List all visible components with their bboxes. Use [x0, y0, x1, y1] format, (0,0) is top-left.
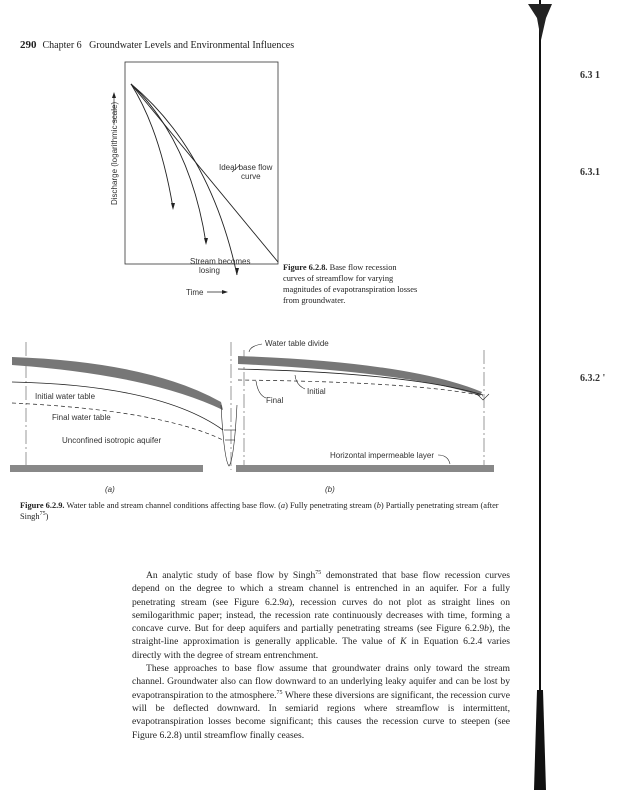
caption-text: ) Fully penetrating stream ( [285, 501, 377, 510]
final-water-table [12, 403, 223, 440]
text: ), recession curves do not plot as straight lines on semilogarithmic paper; instead, the recession rate continuously decreases with time, forming a concave curve. But for deep aquifers and partially penetrating streams (see Figure 6.2.9 [132, 596, 510, 635]
label-initial: Initial [307, 387, 326, 396]
caption-italic: b [376, 501, 381, 510]
text: b [484, 623, 489, 635]
label-final: Final [266, 396, 284, 405]
page-number: 290 [20, 39, 37, 51]
figure-6-2-9-caption [20, 500, 510, 522]
label-aquifer: Unconfined isotropic aquifer [62, 436, 162, 445]
text: An analytic study of base flow by Singh [146, 570, 316, 581]
paragraph [132, 662, 510, 742]
label-stream-losing: Stream becomes [190, 257, 251, 266]
ground-surface [238, 356, 482, 396]
panel-label-b: (b) [325, 485, 335, 494]
text: demonstrated that base flow recession curves depend on the degree to which a stream channel is entrenched in an aquifer. For a fully penetrating stream (see Figure 6.2.9 [132, 570, 510, 608]
x-axis-label: Time [186, 288, 204, 297]
impermeable-layer [236, 465, 494, 472]
label-stream-losing-2: losing [199, 266, 220, 275]
running-title: Chapter 6 Groundwater Levels and Environmental Influences [42, 40, 295, 51]
caption-number: Figure 6.2.8. [283, 263, 328, 272]
recession-curve [131, 84, 206, 243]
label-ideal-base-flow: Ideal base flow [219, 163, 273, 172]
text: Where these diversions are significant, the recession curve will be deflected downward. In semiarid regions where streamflow is intermittent, evapotranspiration losses become significant; this causes the recession curve to steepen (see Figure 6.2.8) until streamflow finally ceases. [132, 689, 510, 741]
paragraph [132, 569, 510, 662]
margin-section-number: 6.3.1 [580, 167, 600, 178]
stream-channel [221, 405, 237, 466]
footnote-ref: 75 [315, 569, 322, 576]
recession-curve [131, 84, 173, 208]
impermeable-base [10, 465, 203, 472]
figure-6-2-8-caption [283, 262, 418, 306]
text: ), the straight-line approximation is generally applicable. The value of [132, 623, 511, 648]
recession-curve [131, 84, 237, 275]
body-text [132, 569, 510, 742]
panel-label-a: (a) [105, 485, 115, 494]
label-final-water-table: Final water table [52, 413, 111, 422]
margin-section-number: 6.3.2 ' [580, 373, 606, 384]
footnote-ref: 75 [39, 511, 46, 518]
caption-number: Figure 6.2.9. [20, 501, 65, 510]
footnote-ref: 75 [276, 689, 283, 696]
caption-italic: a [280, 501, 286, 510]
text: in Equation 6.2.4 varies directly with the degree of stream entrenchment. [132, 636, 510, 661]
caption-text: ) Partially penetrating stream (after Singh [20, 501, 499, 521]
caption-text: Base flow recession curves of streamflow for varying magnitudes of evapotranspiration losses from groundwater. [283, 263, 418, 305]
facing-page-edge [528, 0, 552, 790]
text: These approaches to base flow assume that groundwater drains only toward the stream channel. Groundwater also can flow downward to an underlying leaky aquifer and can be lost by evapotranspiration to the atmosphere. [132, 663, 510, 701]
label-water-table-divide: Water table divide [265, 339, 329, 348]
y-axis-label: Discharge (logarithmic scale) [110, 101, 119, 205]
label-ideal-curve: curve [241, 172, 261, 181]
caption-text: Water table and stream channel conditions affecting base flow. ( [66, 501, 281, 510]
figure-6-2-9b [236, 339, 494, 494]
text: a [284, 596, 289, 608]
figure-6-2-8 [110, 62, 278, 297]
text: K [400, 636, 407, 648]
figure-6-2-9a [10, 342, 237, 494]
margin-section-number: 6.3 1 [580, 70, 600, 81]
label-impermeable-layer: Horizontal impermeable layer [330, 451, 435, 460]
caption-text: ) [45, 512, 49, 521]
label-initial-water-table: Initial water table [35, 392, 96, 401]
